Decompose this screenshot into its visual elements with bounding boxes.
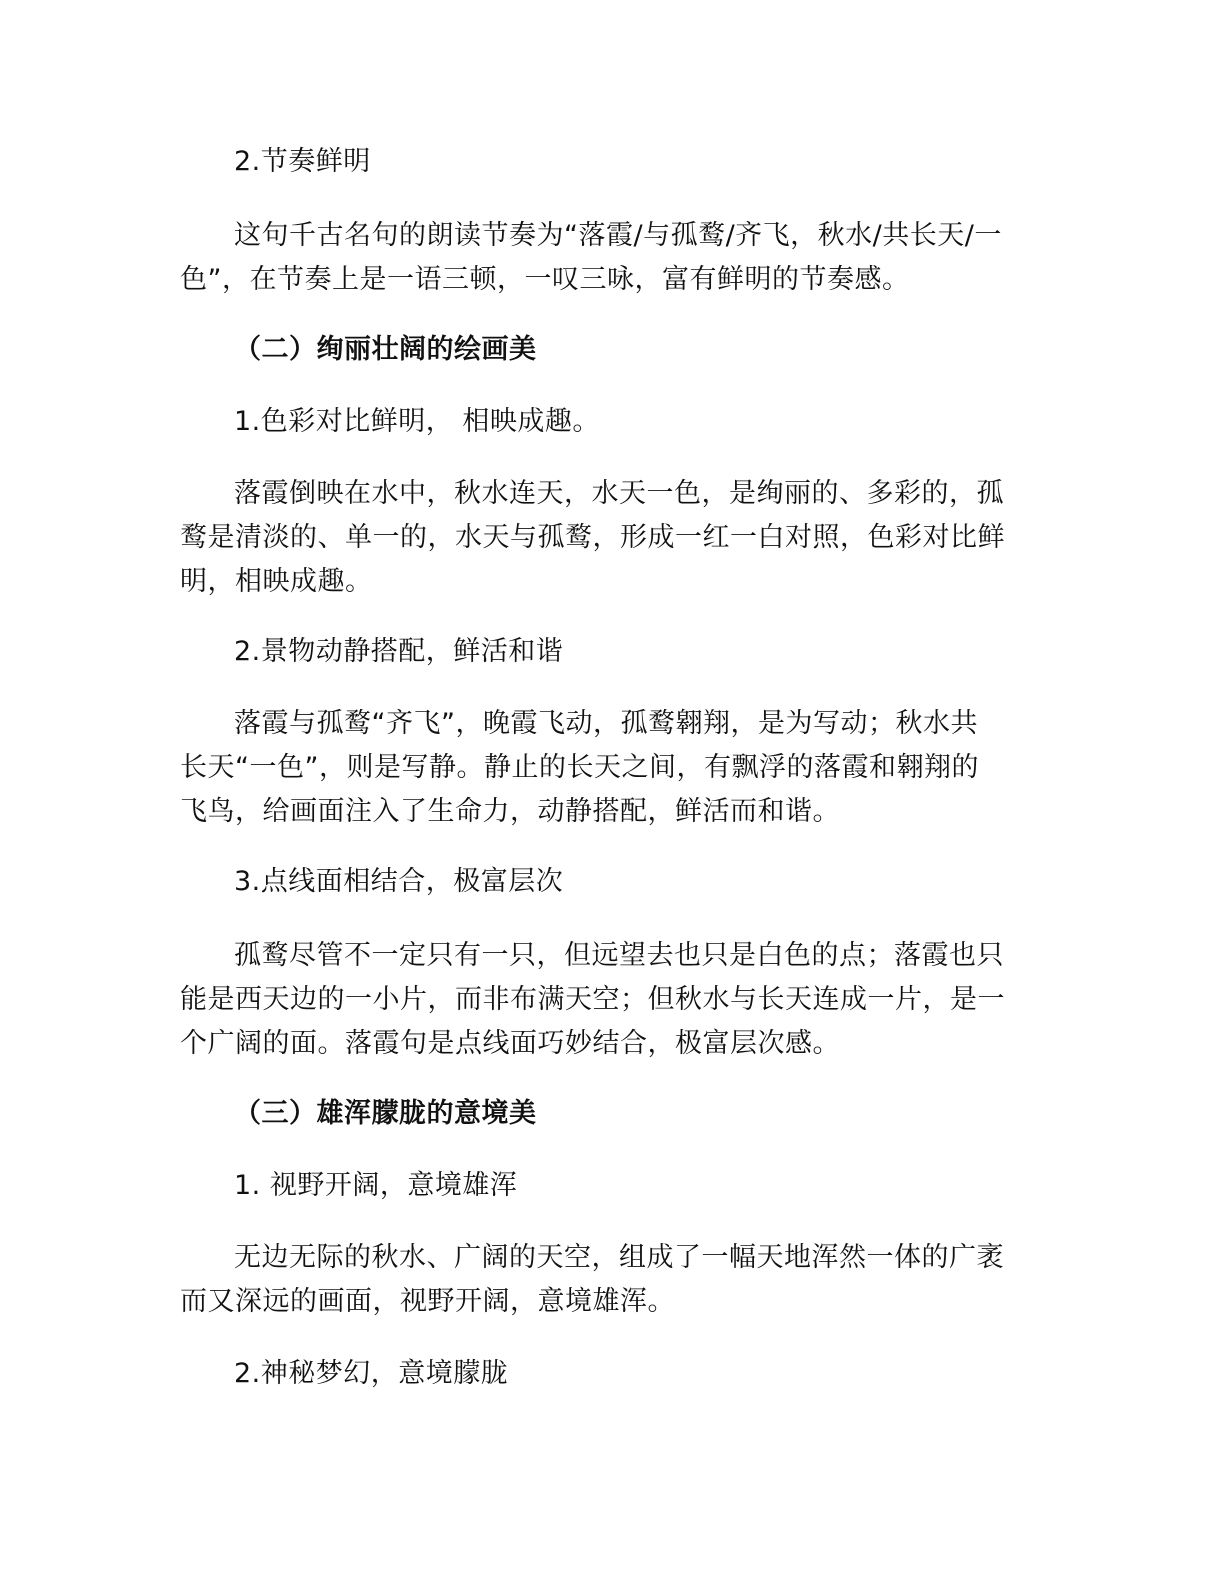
paragraph-vision — [180, 1236, 1020, 1324]
section-heading-painting — [234, 328, 1074, 372]
text-line: 飞鸟，给画面注入了生命力，动静搭配，鲜活而和谐。 — [180, 796, 840, 827]
subheading-vision — [180, 1164, 1020, 1208]
text-line: 明，相映成趣。 — [180, 566, 373, 597]
paragraph-layers — [180, 934, 1020, 1066]
text-line: 鹜是清淡的、单一的，水天与孤鹜，形成一红一白对照，色彩对比鲜 — [180, 522, 1005, 553]
text-line: 无边无际的秋水、广阔的天空，组成了一幅天地浑然一体的广袤 — [234, 1242, 1004, 1273]
text-line: 2.神秘梦幻，意境朦胧 — [234, 1358, 509, 1389]
text-line: 落霞倒映在水中，秋水连天，水天一色，是绚丽的、多彩的，孤 — [234, 478, 1004, 509]
text-line: 1. 视野开阔，意境雄浑 — [234, 1170, 518, 1201]
text-line: 孤鹜尽管不一定只有一只，但远望去也只是白色的点；落霞也只 — [234, 940, 1004, 971]
text-line: 而又深远的画面，视野开阔，意境雄浑。 — [180, 1286, 675, 1317]
text-line: （三）雄浑朦胧的意境美 — [234, 1098, 537, 1129]
paragraph-rhythm — [180, 214, 1020, 302]
text-line: 长天“一色”，则是写静。静止的长天之间，有飘浮的落霞和翱翔的 — [180, 752, 979, 783]
text-line: 2.景物动静搭配，鲜活和谐 — [234, 636, 564, 667]
text-line: 1.色彩对比鲜明， 相映成趣。 — [234, 406, 600, 437]
text-line: 能是西天边的一小片，而非布满天空；但秋水与长天连成一片，是一 — [180, 984, 1005, 1015]
text-line: 色”，在节奏上是一语三顿，一叹三咏，富有鲜明的节奏感。 — [180, 264, 910, 295]
text-line: 个广阔的面。落霞句是点线面巧妙结合，极富层次感。 — [180, 1028, 840, 1059]
subheading-color — [180, 400, 1020, 444]
subheading-rhythm — [180, 140, 1020, 184]
text-line: 2.节奏鲜明 — [234, 146, 371, 177]
text-line: （二）绚丽壮阔的绘画美 — [234, 334, 537, 365]
text-line: 落霞与孤鹜“齐飞”，晚霞飞动，孤鹜翱翔，是为写动；秋水共 — [234, 708, 978, 739]
section-heading-mood — [234, 1092, 1074, 1136]
paragraph-motion — [180, 702, 1020, 834]
subheading-motion — [180, 630, 1020, 674]
subheading-mystery — [180, 1352, 1020, 1396]
text-line: 这句千古名句的朗读节奏为“落霞/与孤鹜/齐飞，秋水/共长天/一 — [234, 220, 1002, 251]
text-line: 3.点线面相结合，极富层次 — [234, 866, 564, 897]
subheading-layers — [180, 860, 1020, 904]
paragraph-color — [180, 472, 1020, 604]
